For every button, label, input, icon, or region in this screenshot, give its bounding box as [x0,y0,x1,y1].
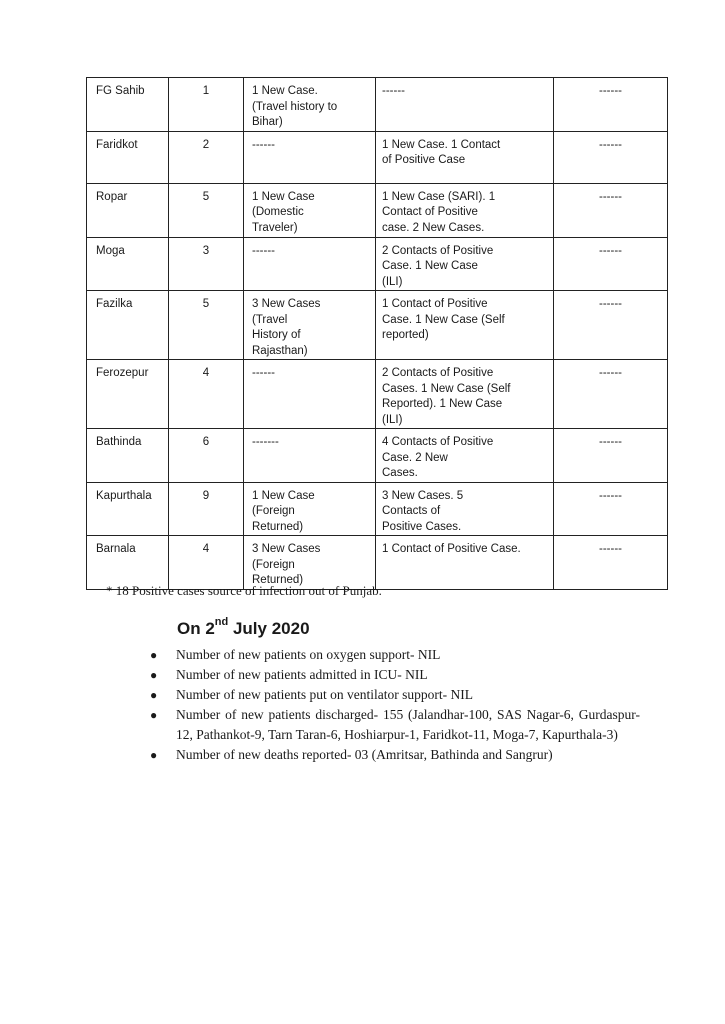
list-item-text: Number of new patients admitted in ICU- NIL [176,667,428,682]
table-body [87,78,668,590]
contacts-text: 1 Contact of Positive Case. 1 New Case (Self reported) [382,298,505,341]
other-cell: ------ [554,291,668,360]
contacts-text: 2 Contacts of Positive Cases. 1 New Case (Self Reported). 1 New Case (ILI) [382,367,511,426]
list-item-text: Number of new patients put on ventilator support- NIL [176,687,473,702]
count-cell: 4 [169,536,244,590]
count-cell: 2 [169,131,244,183]
district-cell: Moga [87,237,169,291]
contacts-text: ------ [382,85,405,97]
new-cases-cell [244,291,376,360]
other-cell: ------ [554,482,668,536]
list-item [150,705,640,745]
count-cell: 6 [169,429,244,483]
district-cell: Faridkot [87,131,169,183]
count-cell: 4 [169,360,244,429]
table-row [87,536,668,590]
district-cell: Bathinda [87,429,169,483]
table-row [87,78,668,132]
contacts-text: 1 Contact of Positive Case. [382,543,521,555]
contacts-cell [376,237,554,291]
contacts-cell [376,78,554,132]
other-cell: ------ [554,429,668,483]
bullet-icon: ● [150,748,158,762]
list-item-text: Number of new patients on oxygen support- NIL [176,647,441,662]
district-cell: Ferozepur [87,360,169,429]
heading-ordinal: nd [214,616,229,628]
footnote: * 18 Positive cases source of infection out of Punjab. [106,583,382,598]
count-cell: 5 [169,183,244,237]
new-cases-cell [244,536,376,590]
table-row [87,360,668,429]
new-cases-text: 1 New Case (Foreign Returned) [252,489,315,533]
other-cell: ------ [554,78,668,132]
table-row [87,131,668,183]
list-item [150,665,640,685]
table-row [87,237,668,291]
bullet-icon: ● [150,708,158,722]
district-cases-table [86,77,668,590]
table-row [87,429,668,483]
other-cell: ------ [554,536,668,590]
other-cell: ------ [554,237,668,291]
district-cell: Fazilka [87,291,169,360]
new-cases-cell [244,482,376,536]
heading-suffix: July 2020 [228,619,310,638]
contacts-cell [376,536,554,590]
contacts-text: 2 Contacts of Positive Case. 1 New Case (ILI) [382,244,494,288]
contacts-text: 1 New Case. 1 Contact of Positive Case [382,138,501,166]
new-cases-text: ------- [252,436,279,448]
contacts-cell [376,360,554,429]
new-cases-cell [244,78,376,132]
count-cell: 9 [169,482,244,536]
contacts-text: 1 New Case (SARI). 1 Contact of Positive case. 2 New Cases. [382,190,496,234]
list-item [150,745,640,765]
new-cases-cell [244,131,376,183]
new-cases-text: 3 New Cases (Travel History of Rajasthan) [252,298,321,357]
district-cell: Ropar [87,183,169,237]
contacts-cell [376,429,554,483]
district-cell: Barnala [87,536,169,590]
bullet-icon: ● [150,688,158,702]
section-heading [177,616,310,639]
new-cases-cell [244,183,376,237]
new-cases-text: 3 New Cases (Foreign Returned) [252,543,321,586]
table-row [87,482,668,536]
count-cell: 1 [169,78,244,132]
list-item [150,685,640,705]
bullet-icon: ● [150,648,158,662]
new-cases-text: ------ [252,367,275,379]
district-cell: FG Sahib [87,78,169,132]
contacts-cell [376,131,554,183]
new-cases-text: ------ [252,138,275,151]
new-cases-cell [244,429,376,483]
contacts-cell [376,291,554,360]
other-cell: ------ [554,360,668,429]
table-row [87,291,668,360]
list-item [150,645,640,665]
list-item-text: Number of new deaths reported- 03 (Amritsar, Bathinda and Sangrur) [176,747,553,762]
heading-prefix: On 2 [177,619,215,638]
contacts-cell [376,482,554,536]
count-cell: 3 [169,237,244,291]
bullet-icon: ● [150,668,158,682]
new-cases-cell [244,360,376,429]
new-cases-text: ------ [252,244,275,257]
new-cases-text: 1 New Case (Domestic Traveler) [252,190,315,234]
contacts-cell [376,183,554,237]
table-row [87,183,668,237]
other-cell: ------ [554,183,668,237]
count-cell: 5 [169,291,244,360]
new-cases-cell [244,237,376,291]
contacts-text: 3 New Cases. 5 Contacts of Positive Cases. [382,489,464,533]
new-cases-text: 1 New Case. (Travel history to Bihar) [252,85,338,128]
summary-list [150,645,640,765]
contacts-text: 4 Contacts of Positive Case. 2 New Cases. [382,436,494,479]
list-item-text: Number of new patients discharged- 155 (Jalandhar-100, SAS Nagar-6, Gurdaspur-12, Pathankot-9, Tarn Taran-6, Hoshiarpur-1, Faridkot-11, Moga-7, Kapurthala-3) [176,707,640,742]
district-cell: Kapurthala [87,482,169,536]
other-cell: ------ [554,131,668,183]
